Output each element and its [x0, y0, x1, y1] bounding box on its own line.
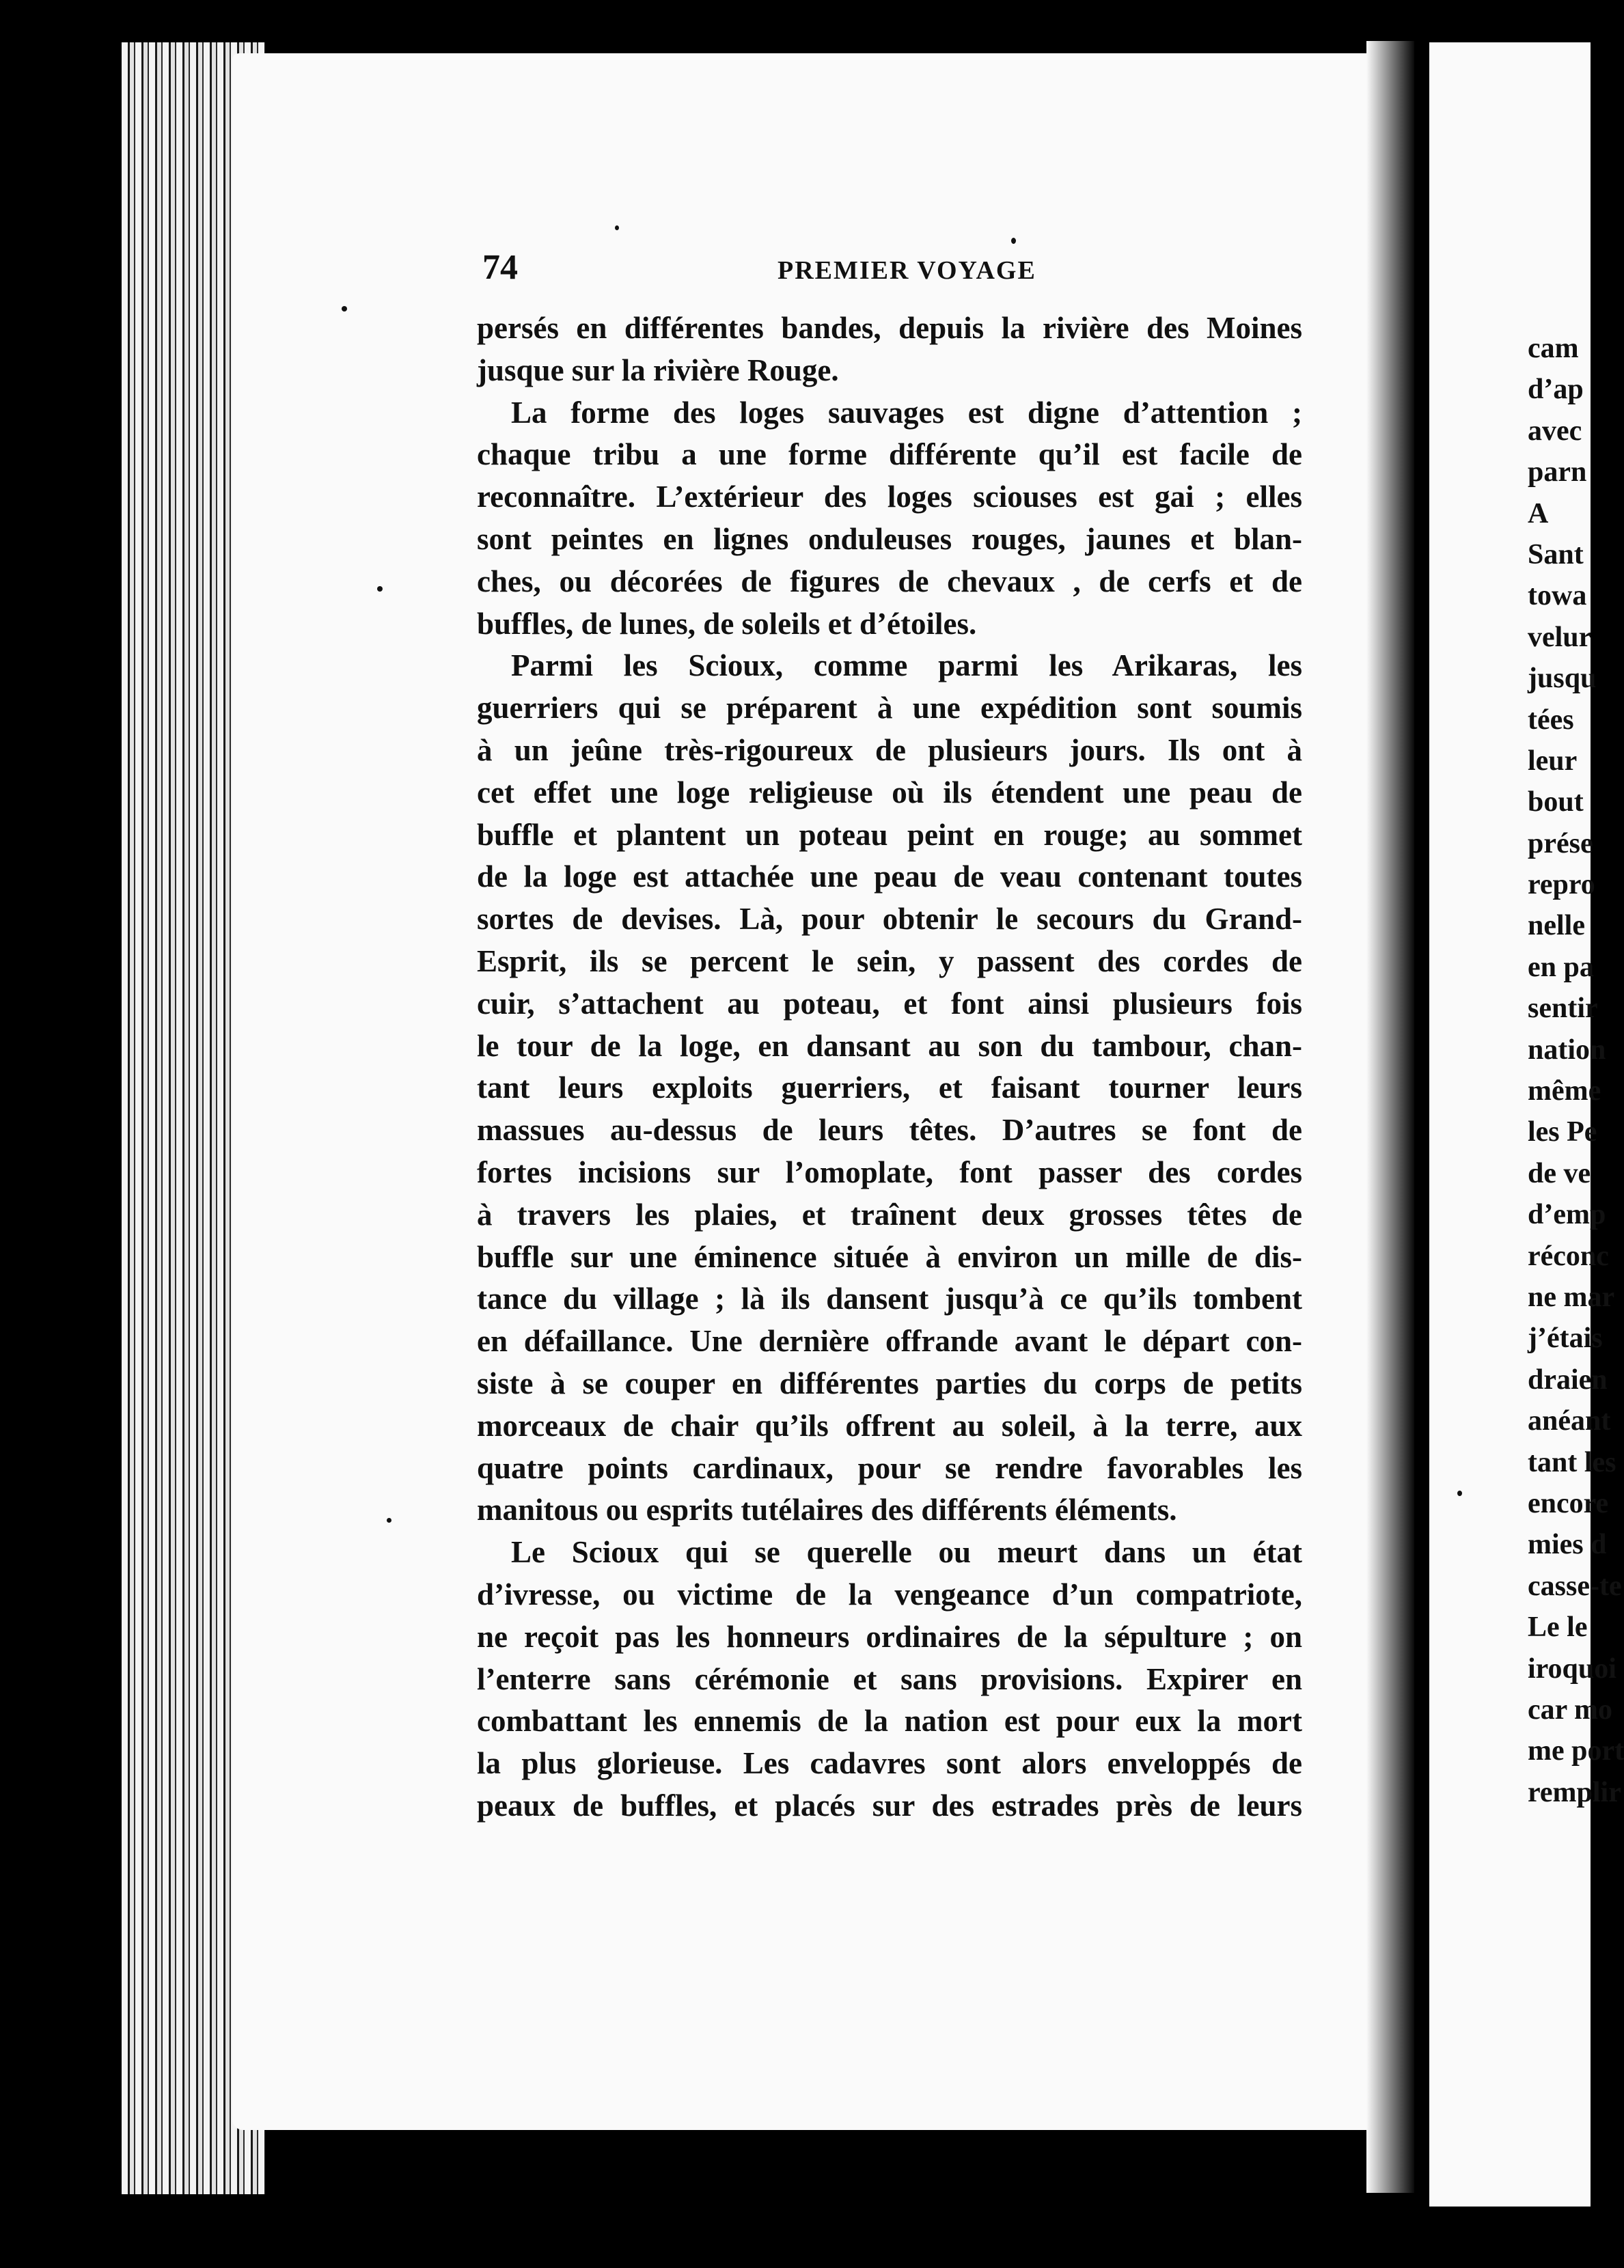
facing-line-fragment: j’étais	[1528, 1323, 1603, 1355]
text-line: jusque sur la rivière Rouge.	[477, 352, 839, 387]
facing-line-fragment: cam	[1528, 333, 1579, 364]
facing-line-fragment: avec	[1528, 415, 1582, 447]
facing-line-fragment: towa	[1528, 580, 1587, 612]
facing-line-fragment: tant les	[1528, 1446, 1616, 1478]
facing-line-fragment: leur	[1528, 745, 1578, 777]
facing-line-fragment: iroquoi	[1528, 1652, 1616, 1685]
text-line: persés en différentes bandes, depuis la rivière des Moines	[477, 311, 1302, 345]
scan-speck	[1011, 238, 1016, 244]
text-line: Esprit, ils se percent le sein, y passent des cordes de	[477, 943, 1302, 978]
text-line: l’enterre sans cérémonie et sans provisions. Expirer en	[477, 1661, 1302, 1696]
facing-line-fragment: Sant	[1528, 538, 1584, 570]
text-line: La forme des loges sauvages est digne d’attention ;	[511, 395, 1302, 430]
text-line: le tour de la loge, en dansant au son du tambour, chan-	[477, 1028, 1302, 1063]
facing-line-fragment: réconc	[1528, 1240, 1609, 1272]
facing-line-fragment: nelle	[1528, 910, 1585, 942]
facing-line-fragment: bout	[1528, 786, 1584, 818]
text-line: la plus glorieuse. Les cadavres sont alors enveloppés de	[477, 1746, 1302, 1781]
text-line: buffles, de lunes, de soleils et d’étoiles.	[477, 606, 977, 641]
text-line: sortes de devises. Là, pour obtenir le secours du Grand-	[477, 902, 1302, 937]
scan-speck	[1457, 1491, 1462, 1496]
running-head	[482, 247, 1302, 295]
scan-speck	[387, 1518, 391, 1523]
facing-line-fragment: Le le	[1528, 1612, 1588, 1644]
facing-line-fragment: sentir	[1528, 993, 1598, 1025]
facing-line-fragment: en pa	[1528, 951, 1594, 983]
text-line: tant leurs exploits guerriers, et faisant tourner leurs	[477, 1070, 1302, 1105]
text-line: morceaux de chair qu’ils offrent au soleil, à la terre, aux	[477, 1408, 1302, 1443]
gutter-shadow	[1366, 41, 1414, 2193]
facing-line-fragment: velur	[1528, 621, 1592, 653]
facing-line-fragment: parn	[1528, 456, 1587, 488]
text-line: ches, ou décorées de figures de chevaux , de cerfs et de	[477, 564, 1302, 598]
text-line: buffle sur une éminence située à environ un mille de dis-	[477, 1239, 1302, 1274]
text-line: guerriers qui se préparent à une expédition sont soumis	[477, 691, 1302, 725]
text-line: cuir, s’attachent au poteau, et font ainsi plusieurs fois	[477, 986, 1302, 1021]
facing-line-fragment: mies d	[1528, 1529, 1607, 1561]
text-line: peaux de buffles, et placés sur des estrades près de leurs	[477, 1788, 1302, 1823]
text-line: Parmi les Scioux, comme parmi les Arikaras, les	[511, 648, 1302, 683]
text-line: buffle et plantent un poteau peint en rouge; au sommet	[477, 817, 1302, 852]
facing-line-fragment: A	[1528, 497, 1549, 529]
facing-line-fragment: d’ap	[1528, 374, 1584, 406]
facing-line-fragment: de ve	[1528, 1157, 1591, 1189]
text-line: massues au-dessus de leurs têtes. D’autres se font de	[477, 1113, 1302, 1148]
text-line: sont peintes en lignes onduleuses rouges, jaunes et blan-	[477, 521, 1302, 556]
facing-line-fragment: tées	[1528, 704, 1574, 736]
facing-line-fragment: casse-te	[1528, 1570, 1622, 1602]
text-line: chaque tribu a une forme différente qu’il est facile de	[477, 437, 1302, 472]
facing-line-fragment: d’emp	[1528, 1199, 1606, 1231]
running-title: PREMIER VOYAGE	[777, 256, 1036, 285]
facing-line-fragment: ne mar	[1528, 1281, 1615, 1313]
facing-line-fragment: car mo	[1528, 1693, 1613, 1726]
facing-line-fragment: même	[1528, 1075, 1601, 1107]
facing-line-fragment: remplir	[1528, 1776, 1621, 1808]
facing-line-fragment: anéant	[1528, 1405, 1611, 1437]
facing-line-fragment: encore	[1528, 1487, 1609, 1519]
page-number: 74	[482, 248, 518, 287]
text-line: d’ivresse, ou victime de la vengeance d’un compatriote,	[477, 1577, 1302, 1612]
facing-line-fragment: me port	[1528, 1735, 1624, 1767]
facing-page-text	[1528, 328, 1624, 1813]
scan-speck	[342, 306, 347, 312]
text-line: à travers les plaies, et traînent deux grosses têtes de	[477, 1197, 1302, 1232]
facing-line-fragment: repro	[1528, 869, 1595, 901]
scan-speck	[615, 225, 619, 230]
text-line: Le Scioux qui se querelle ou meurt dans un état	[511, 1535, 1302, 1570]
text-line: tance du village ; là ils dansent jusqu’à ce qu’ils tombent	[477, 1282, 1302, 1316]
text-line: manitous ou esprits tutélaires des différents éléments.	[477, 1493, 1177, 1527]
text-line: cet effet une loge religieuse où ils étendent une peau de	[477, 775, 1302, 810]
scan-speck	[377, 586, 383, 592]
text-line: à un jeûne très-rigoureux de plusieurs jours. Ils ont à	[477, 732, 1302, 767]
text-line: en défaillance. Une dernière offrande avant le départ con-	[477, 1324, 1302, 1359]
text-line: reconnaître. L’extérieur des loges sciouses est gai ; elles	[477, 480, 1302, 514]
text-line: quatre points cardinaux, pour se rendre favorables les	[477, 1450, 1302, 1485]
text-line: fortes incisions sur l’omoplate, font passer des cordes	[477, 1154, 1302, 1189]
facing-line-fragment: draien	[1528, 1364, 1608, 1396]
facing-line-fragment: les Pe	[1528, 1116, 1597, 1148]
facing-line-fragment: nation	[1528, 1034, 1606, 1066]
body-text	[477, 307, 1302, 1827]
facing-line-fragment: prése	[1528, 827, 1593, 859]
text-line: ne reçoit pas les honneurs ordinaires de la sépulture ; on	[477, 1619, 1302, 1654]
facing-line-fragment: jusqu	[1528, 663, 1597, 695]
text-line: siste à se couper en différentes parties du corps de petits	[477, 1366, 1302, 1400]
text-line: de la loge est attachée une peau de veau contenant toutes	[477, 859, 1302, 894]
text-line: combattant les ennemis de la nation est pour eux la mort	[477, 1704, 1302, 1739]
